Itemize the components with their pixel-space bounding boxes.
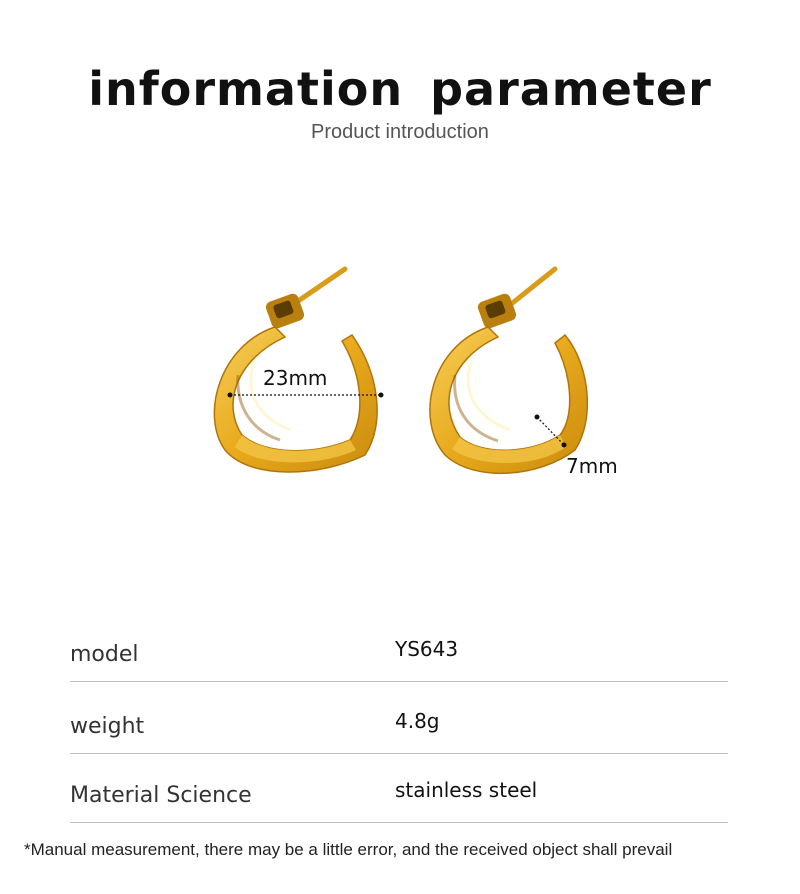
spec-label: weight <box>70 714 145 739</box>
spec-value: YS643 <box>395 637 459 661</box>
spec-row-weight <box>70 682 728 754</box>
diameter-label: 23mm <box>263 366 328 390</box>
spec-row-material <box>70 754 728 823</box>
spec-label: Material Science <box>70 783 252 808</box>
spec-label: model <box>70 642 139 667</box>
spec-value: stainless steel <box>395 778 538 802</box>
measurement-footnote: *Manual measurement, there may be a little error, and the received object shall prevail <box>24 840 673 859</box>
page-subtitle: Product introduction <box>311 121 489 143</box>
page-title: information parameter <box>88 62 712 116</box>
spec-value: 4.8g <box>395 709 440 733</box>
width-label: 7mm <box>566 454 618 478</box>
spec-table <box>70 610 728 823</box>
spec-row-model <box>70 610 728 682</box>
